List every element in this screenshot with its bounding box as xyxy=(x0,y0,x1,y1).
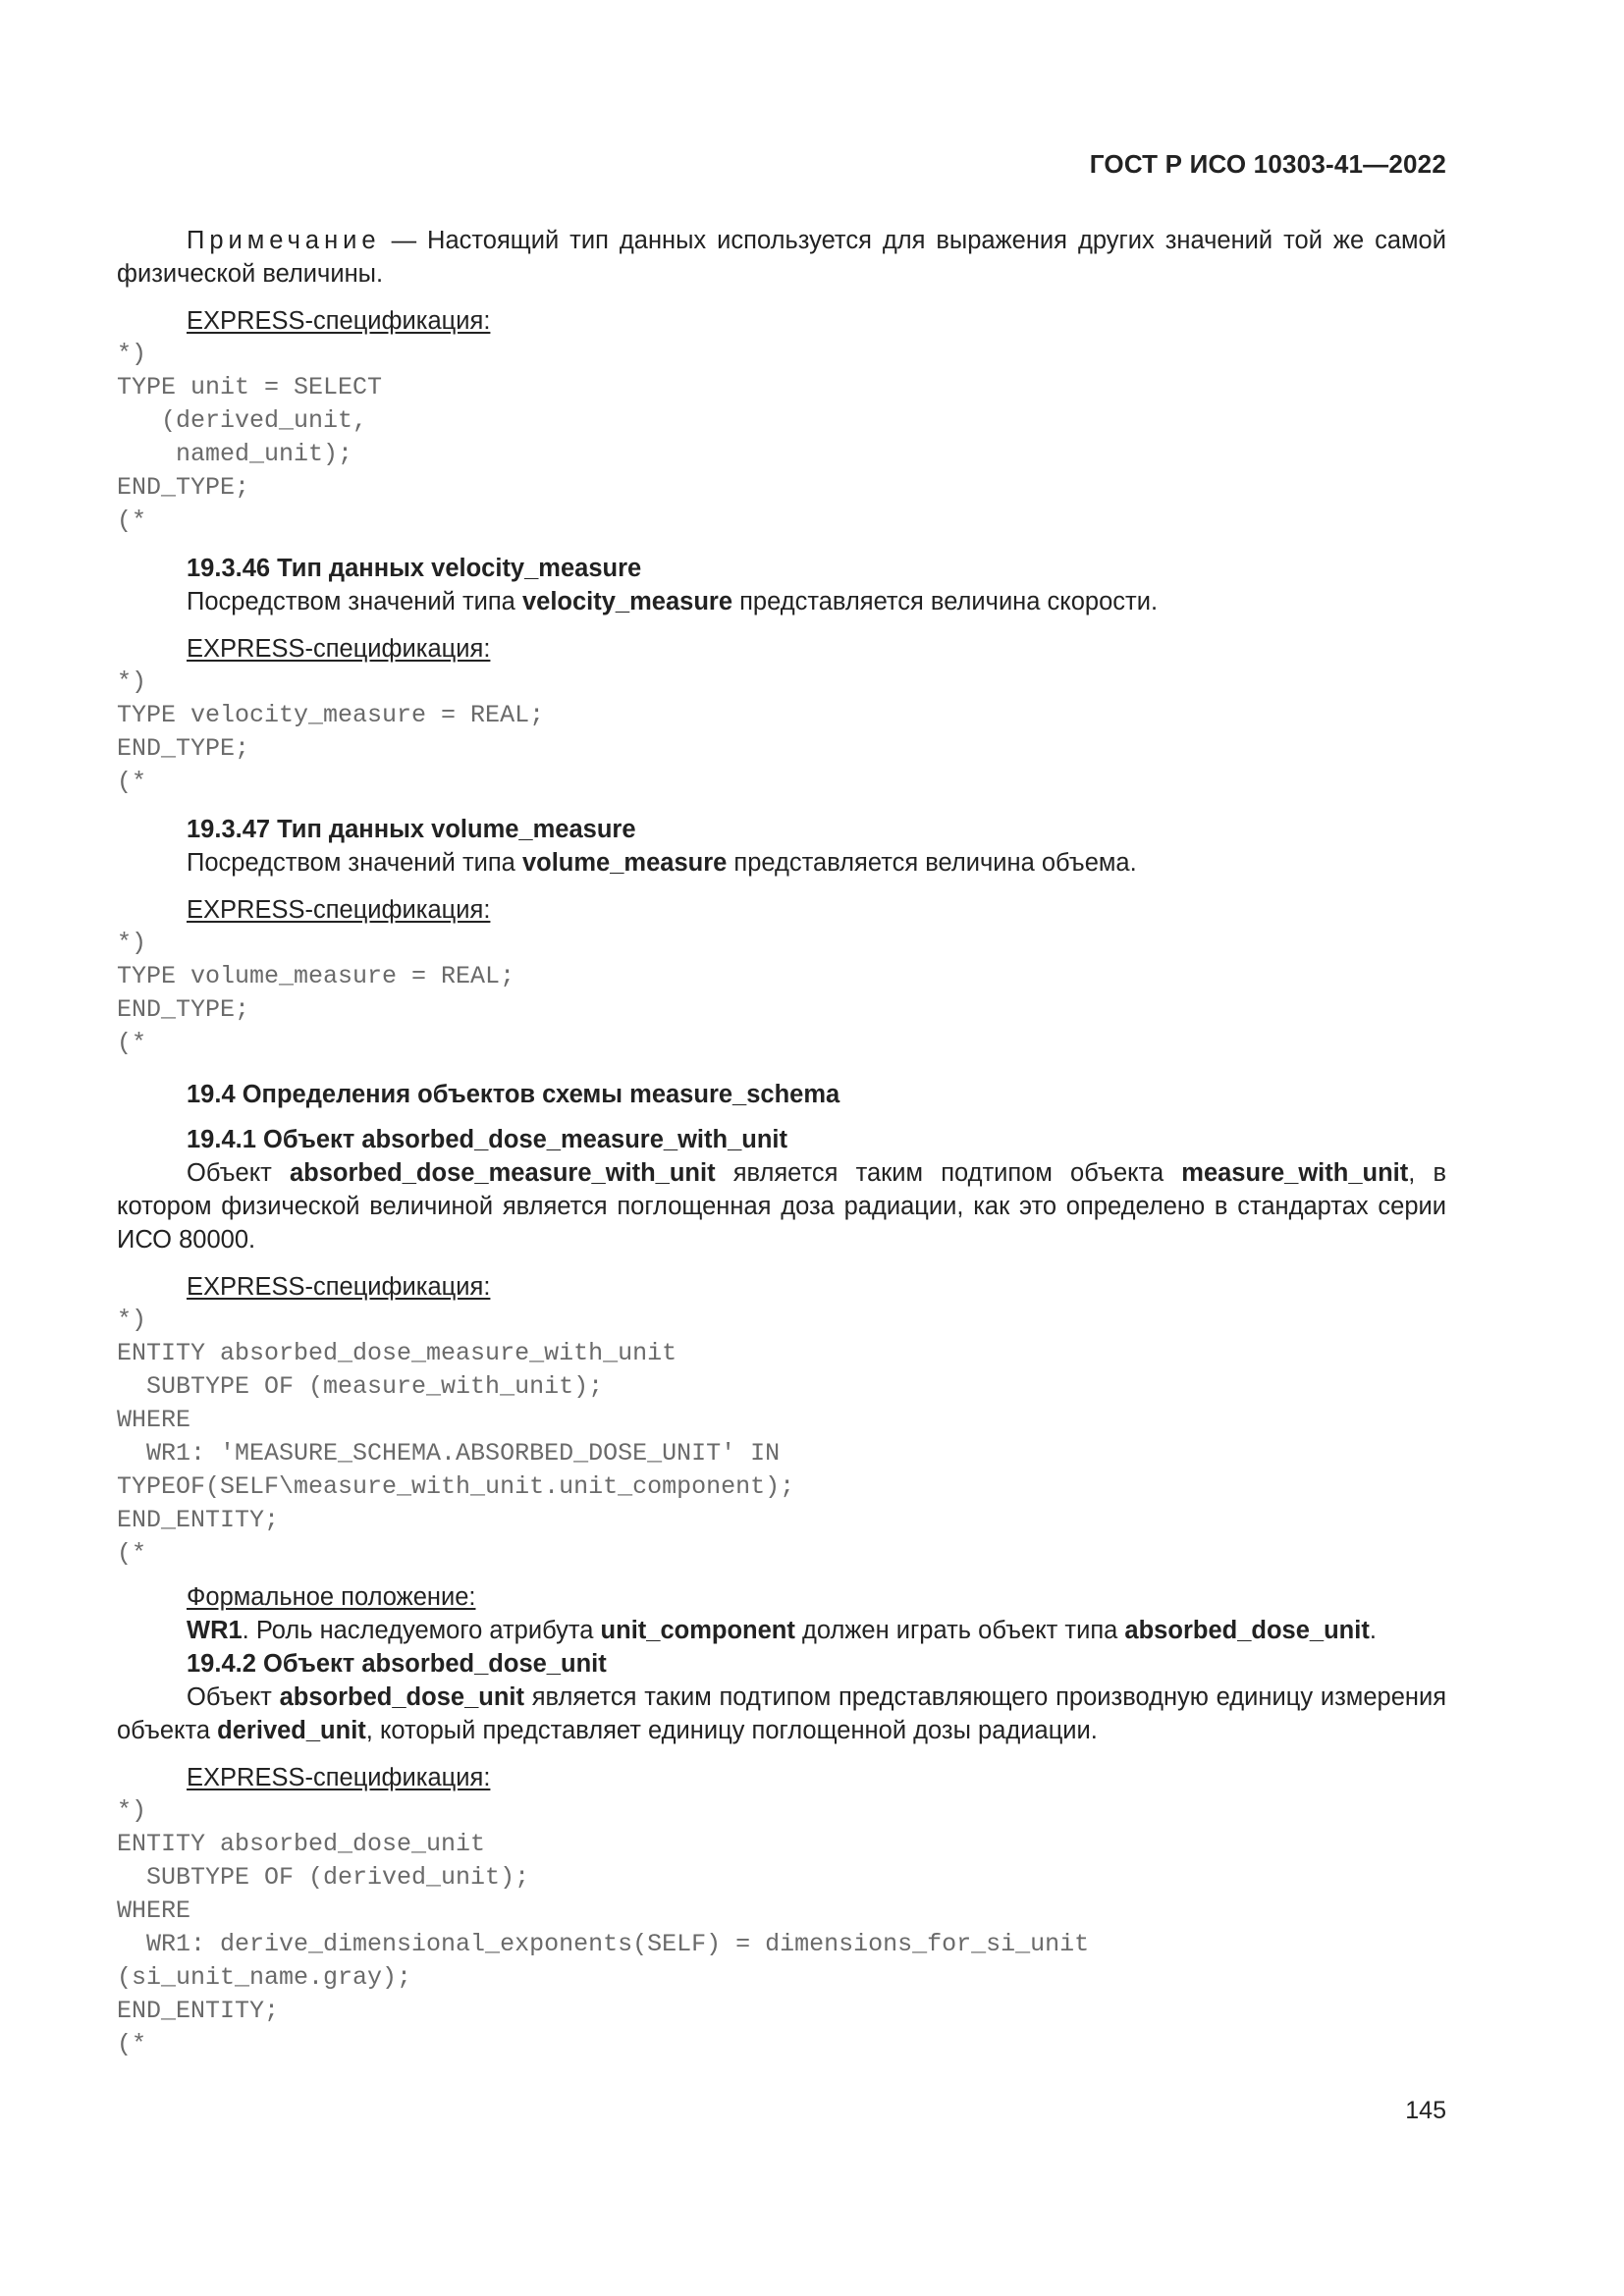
code-block-velocity: *) TYPE velocity_measure = REAL; END_TYPE; (* xyxy=(117,667,545,796)
express-label: EXPRESS-спецификация: xyxy=(187,307,491,335)
document-header: ГОСТ Р ИСО 10303-41—2022 xyxy=(1089,149,1446,179)
heading-19-4-1: 19.4.1 Объект absorbed_dose_measure_with_unit xyxy=(187,1126,787,1153)
code-block-unit: *) TYPE unit = SELECT (derived_unit, named_unit); END_TYPE; (* xyxy=(117,340,383,535)
express-label: EXPRESS-спецификация: xyxy=(187,635,491,663)
paragraph-19-4-2: Объект absorbed_dose_unit является таким подтипом представляющего производную единицу измерения объекта derived_unit, который представляет единицу поглощенной дозы радиации. xyxy=(117,1683,1447,1744)
code-block-volume: *) TYPE volume_measure = REAL; END_TYPE; (* xyxy=(117,929,515,1057)
note-label: Примечание xyxy=(187,227,381,254)
express-label: EXPRESS-спецификация: xyxy=(187,1764,491,1791)
heading-19-4-2: 19.4.2 Объект absorbed_dose_unit xyxy=(187,1650,607,1678)
note-paragraph xyxy=(117,224,1446,291)
heading-19-3-46: 19.3.46 Тип данных velocity_measure xyxy=(187,555,642,582)
formal-statement-wr1: WR1. Роль наследуемого атрибута unit_component должен играть объект типа absorbed_dose_unit. xyxy=(187,1617,1377,1644)
page-content xyxy=(117,224,1446,2061)
code-block-absorbed-dose-measure: *) ENTITY absorbed_dose_measure_with_unit SUBTYPE OF (measure_with_unit); WHERE WR1: 'MEASURE_SCHEMA.ABSORBED_DOSE_UNIT' IN TYPEOF(SELF\measure_with_unit.unit_component); END_ENTITY; (* xyxy=(117,1306,795,1568)
paragraph-19-3-47: Посредством значений типа volume_measure представляется величина объема. xyxy=(187,849,1137,877)
code-block-absorbed-dose-unit: *) ENTITY absorbed_dose_unit SUBTYPE OF (derived_unit); WHERE WR1: derive_dimensional_exponents(SELF) = dimensions_for_si_unit (si_unit_name.gray); END_ENTITY; (* xyxy=(117,1796,1090,2058)
paragraph-19-3-46: Посредством значений типа velocity_measure представляется величина скорости. xyxy=(187,588,1159,615)
express-label: EXPRESS-спецификация: xyxy=(187,896,491,924)
express-label: EXPRESS-спецификация: xyxy=(187,1273,491,1301)
paragraph-19-4-1: Объект absorbed_dose_measure_with_unit является таким подтипом объекта measure_with_unit, в котором физической величиной является поглощенная доза радиации, как это определено в стандартах серии ИСО 80000. xyxy=(117,1159,1446,1254)
heading-19-3-47: 19.3.47 Тип данных volume_measure xyxy=(187,816,636,843)
formal-statement-label: Формальное положение: xyxy=(187,1583,476,1611)
page-number: 145 xyxy=(1405,2097,1446,2124)
heading-19-4: 19.4 Определения объектов схемы measure_schema xyxy=(187,1081,840,1108)
note-text: — Настоящий тип данных используется для выражения других значений той же самой физической величины. xyxy=(117,227,1446,288)
